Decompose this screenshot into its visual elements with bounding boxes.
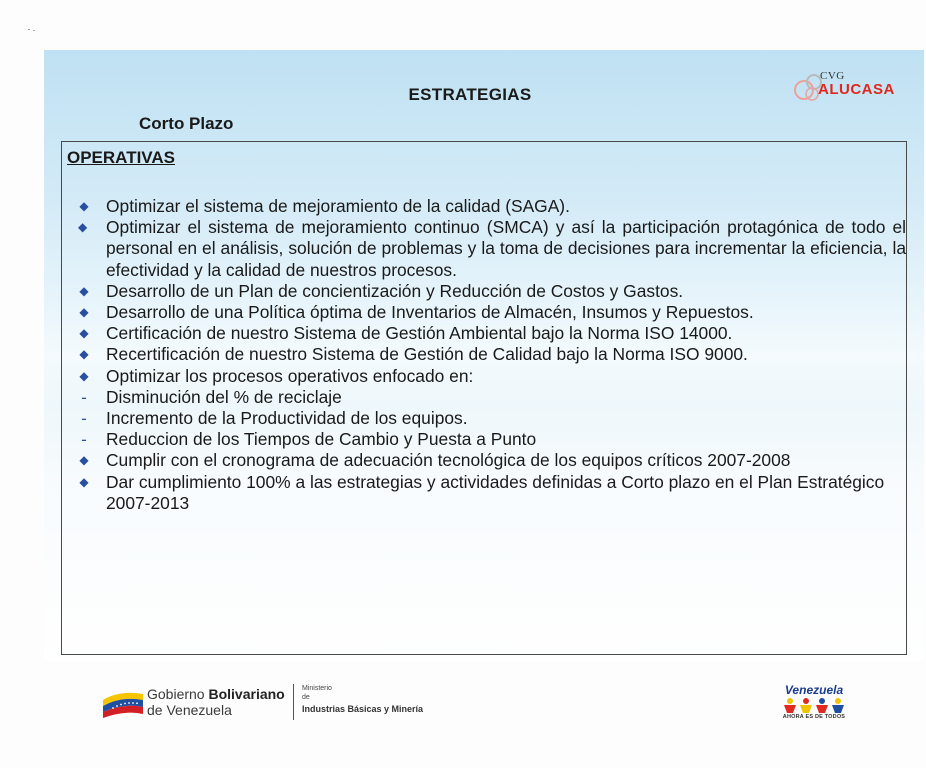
- page-subtitle: Corto Plazo: [139, 114, 234, 133]
- list-item: [78, 302, 906, 323]
- list-item-text: Disminución del % de reciclaje: [106, 386, 342, 407]
- gobierno-bolivariano-logo: [101, 682, 441, 722]
- logo-alucasa-text: ALUCASA: [818, 81, 895, 98]
- list-item: [78, 408, 906, 429]
- list-item: [78, 217, 906, 281]
- list-item-text: Desarrollo de un Plan de concientización y Reducción de Costos y Gastos.: [106, 280, 684, 301]
- bullet-diamond-icon: ◆: [79, 453, 89, 468]
- strategy-list: [78, 196, 906, 514]
- list-item: [78, 344, 906, 365]
- bullet-diamond-icon: ◆: [79, 368, 89, 383]
- bullet-diamond-icon: ◆: [79, 474, 89, 489]
- venezuela-word: Venezuela: [784, 683, 844, 697]
- gobierno-line1: [147, 686, 285, 702]
- scan-speck: [28, 28, 36, 32]
- ministry-line3: Industrias Básicas y Minería: [302, 704, 424, 714]
- section-heading: OPERATIVAS: [67, 148, 175, 167]
- venezuela-slogan: AHORA ES DE TODOS: [782, 714, 846, 720]
- list-item: [78, 196, 906, 217]
- list-item-text: Desarrollo de una Política óptima de Inventarios de Almacén, Insumos y Repuestos.: [106, 302, 754, 323]
- list-item-text: Reduccion de los Tiempos de Cambio y Puesta a Punto: [106, 429, 537, 450]
- bullet-diamond-icon: ◆: [78, 220, 88, 235]
- bullet-diamond-icon: ◆: [79, 199, 89, 213]
- people-figures-icon: [782, 697, 846, 713]
- footer-divider: [293, 684, 294, 720]
- ministry-line2: de: [302, 694, 310, 701]
- list-item: [78, 366, 906, 387]
- venezuela-flag-icon: [101, 688, 145, 718]
- list-item-text: Cumplir con el cronograma de adecuación tecnológica de los equipos críticos 2007-2008: [106, 450, 791, 471]
- list-item: [78, 387, 906, 408]
- gobierno-line2: de Venezuela: [147, 702, 232, 718]
- gobierno-prefix: Gobierno: [147, 686, 209, 702]
- list-item-text: Incremento de la Productividad de los equipos.: [106, 408, 468, 429]
- list-item: [78, 429, 906, 450]
- bullet-diamond-icon: ◆: [79, 347, 89, 362]
- list-item-text: Dar cumplimiento 100% a las estrategias y actividades definidas a Corto plazo en el Plan Estratégico 2007-2013: [106, 471, 885, 513]
- list-item-text: Certificación de nuestro Sistema de Gestión Ambiental bajo la Norma ISO 14000.: [106, 323, 733, 344]
- list-item: [78, 472, 906, 514]
- logo-cvg-text: CVG: [820, 70, 845, 82]
- list-item: [78, 450, 906, 471]
- gobierno-bold: Bolivariano: [208, 686, 285, 702]
- page-title: ESTRATEGIAS: [408, 85, 532, 104]
- cvg-alucasa-logo: [790, 66, 920, 110]
- dash-marker-icon: -: [81, 387, 87, 407]
- list-item-text: Optimizar el sistema de mejoramiento continuo (SMCA) y así la participación protagónica de todo el personal en el análisis, solución de problemas y la toma de decisiones para incrementar la eficiencia, la efectividad y la calidad de nuestros procesos.: [106, 217, 906, 280]
- bullet-diamond-icon: ◆: [79, 326, 89, 341]
- list-item-text: Optimizar los procesos operativos enfocado en:: [106, 365, 474, 386]
- list-item-text: Recertificación de nuestro Sistema de Gestión de Calidad bajo la Norma ISO 9000.: [106, 344, 748, 365]
- list-item-text: Optimizar el sistema de mejoramiento de la calidad (SAGA).: [106, 196, 570, 216]
- ministry-line1: Ministerio: [302, 685, 332, 692]
- list-item: [78, 281, 906, 302]
- venezuela-ahora-logo: [779, 683, 849, 723]
- bullet-diamond-icon: ◆: [79, 305, 89, 320]
- bullet-diamond-icon: ◆: [79, 283, 89, 298]
- list-item: [78, 323, 906, 344]
- dash-marker-icon: -: [81, 409, 87, 429]
- dash-marker-icon: -: [81, 430, 87, 450]
